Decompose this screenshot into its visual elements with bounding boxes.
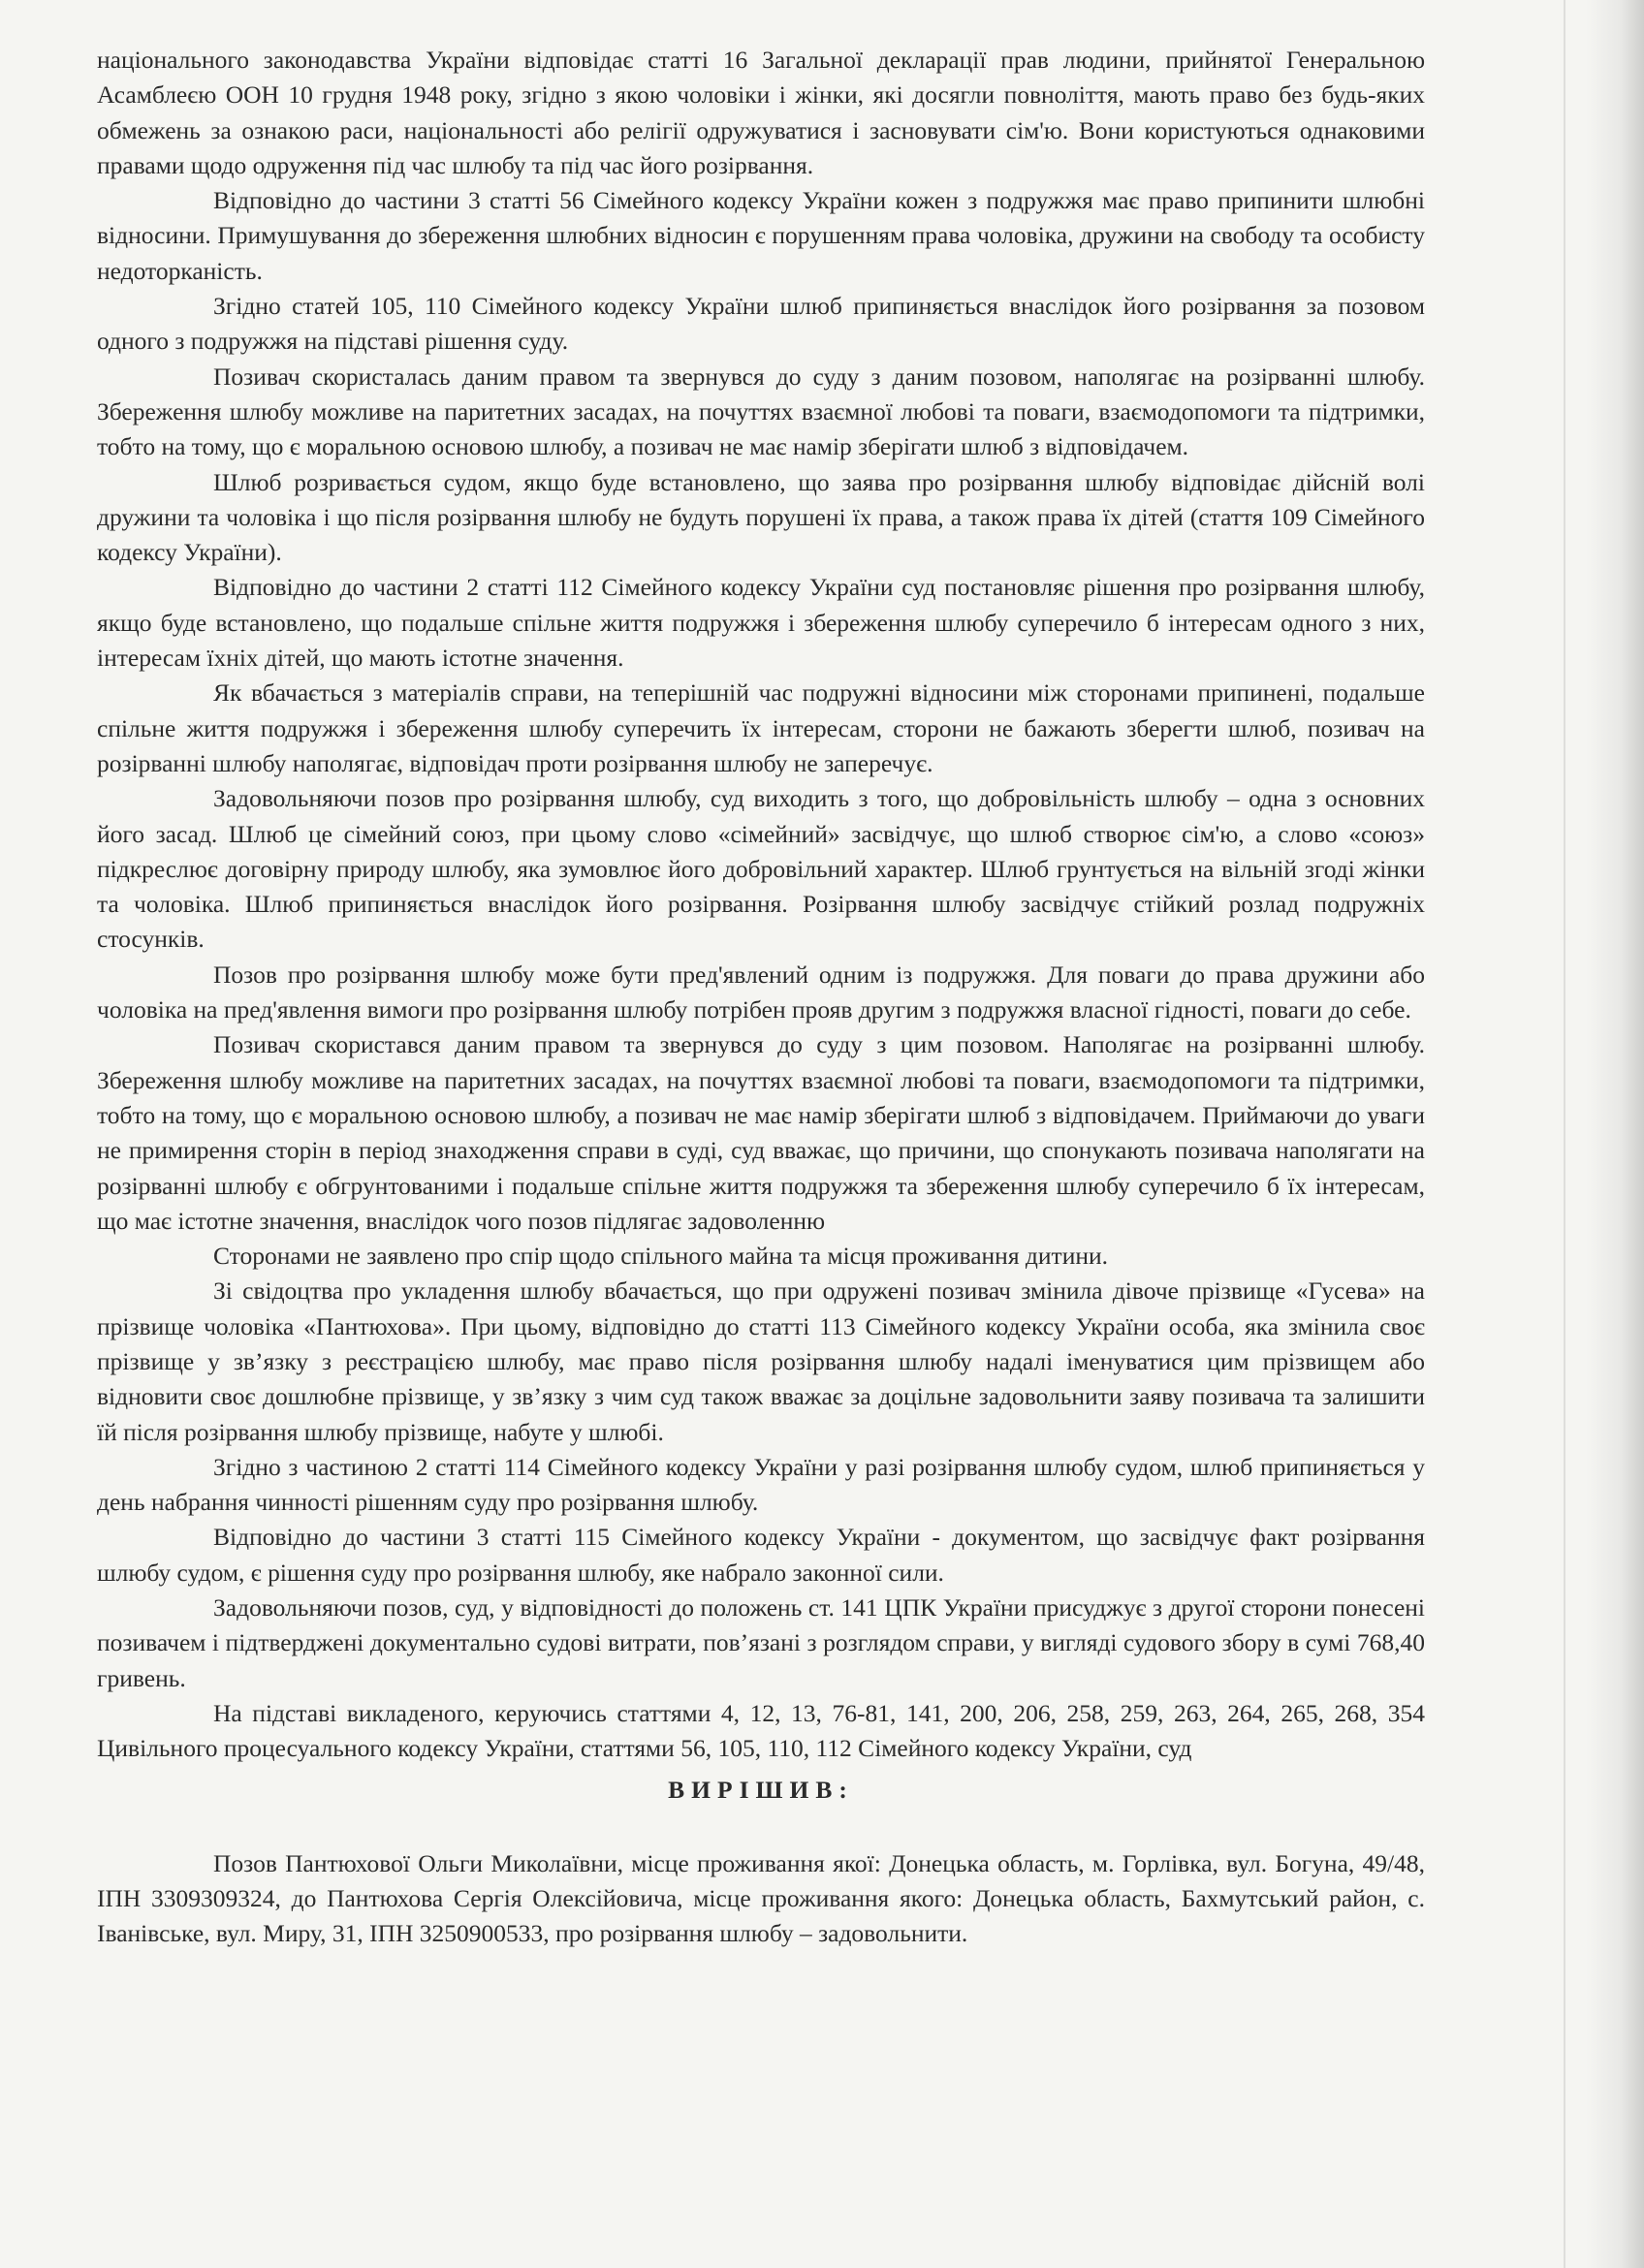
page-edge-shadow	[1586, 0, 1644, 2268]
paragraph: Зі свідоцтва про укладення шлюбу вбачається, що при одружені позивач змінила дівоче прізвище «Гусева» на прізвище чоловіка «Пантюхова». При цьому, відповідно до статті 113 Сімейного кодексу України особа, яка змінила своє прізвище у зв’язку з реєстрацією шлюбу, має право після розірвання шлюбу надалі іменуватися цим прізвищем або відновити своє дошлюбне прізвище, у зв’язку з чим суд також вважає за доцільне задовольнити заяву позивача та залишити їй після розірвання шлюбу прізвище, набуте у шлюбі.	[97, 1276, 1425, 1446]
paragraph: національного законодавства України відповідає статті 16 Загальної декларації прав людини, прийнятої Генеральною Асамблеєю ООН 10 грудня 1948 року, згідно з якою чоловіки і жінки, які досягли повноліття, мають право без будь-яких обмежень за ознакою раси, національності або релігії одружуватися і засновувати сім'ю. Вони користуються однаковими правами щодо одруження під час шлюбу та під час його розірвання.	[97, 46, 1425, 179]
paragraph: Як вбачається з матеріалів справи, на теперішній час подружні відносини між сторонами припинені, подальше спільне життя подружжя і збереження шлюбу суперечить їх інтересам, сторони не бажають зберегти шлюб, позивач на розірванні шлюбу наполягає, відповідач проти розірвання шлюбу не заперечує.	[97, 678, 1425, 777]
paragraph: Відповідно до частини 2 статті 112 Сімейного кодексу України суд постановляє рішення про розірвання шлюбу, якщо буде встановлено, що подальше спільне життя подружжя і збереження шлюбу суперечило б інтересам одного з них, інтересам їхніх дітей, що мають істотне значення.	[97, 573, 1425, 673]
decision-heading: ВИРІШИВ:	[668, 1775, 854, 1804]
paragraph: Сторонами не заявлено про спір щодо спільного майна та місця проживання дитини.	[213, 1242, 1109, 1271]
paragraph: Позивач скористався даним правом та звернувся до суду з цим позовом. Наполягає на розірванні шлюбу. Збереження шлюбу можливе на паритетних засадах, на почуттях взаємної любові та поваги, взаємодопомоги та підтримки, тобто на тому, що є моральною основою шлюбу, а позивач не має намір зберігати шлюб з відповідачем. Приймаючи до уваги не примирення сторін в період знаходження справи в суді, суд вважає, що причини, що спонукають позивача наполягати на розірванні шлюбу є обгрунтованими і подальше спільне життя подружжя та збереження шлюбу суперечило б їх інтересам, що має істотне значення, внаслідок чого позов підлягає задоволенню	[97, 1030, 1425, 1235]
document-body	[97, 43, 1425, 1952]
resolution-paragraph: Позов Пантюхової Ольги Миколаївни, місце проживання якої: Донецька область, м. Горлівка, вул. Богуна, 49/48, ІПН 3309309324, до Пантюхова Сергія Олексійовича, місце проживання якого: Донецька область, Бахмутський район, с. Іванівське, вул. Миру, 31, ІПН 3250900533, про розірвання шлюбу – задовольнити.	[97, 1848, 1425, 1948]
paragraph: Задовольняючи позов про розірвання шлюбу, суд виходить з того, що добровільність шлюбу – одна з основних його засад. Шлюб це сімейний союз, при цьому слово «сімейний» засвідчує, що шлюб створює сім'ю, а слово «союз» підкреслює договірну природу шлюбу, яка зумовлює його добровільний характер. Шлюб грунтується на вільній згоді жінки та чоловіка. Шлюб припиняється внаслідок його розірвання. Розірвання шлюбу засвідчує стійкий розлад подружніх стосунків.	[97, 784, 1425, 954]
paragraph: Відповідно до частини 3 статті 115 Сімейного кодексу України - документом, що засвідчує факт розірвання шлюбу судом, є рішення суду про розірвання шлюбу, яке набрало законної сили.	[97, 1523, 1425, 1587]
paragraph: На підставі викладеного, керуючись статтями 4, 12, 13, 76-81, 141, 200, 206, 258, 259, 263, 264, 265, 268, 354 Цивільного процесуального кодексу України, статтями 56, 105, 110, 112 Сімейного кодексу України, суд	[97, 1698, 1425, 1763]
paragraph: Позов про розірвання шлюбу може бути пред'явлений одним із подружжя. Для поваги до права дружини або чоловіка на пред'явлення вимоги про розірвання шлюбу потрібен прояв другим з подружжя власної гідності, поваги до себе.	[97, 960, 1425, 1024]
paragraph: Відповідно до частини 3 статті 56 Сімейного кодексу України кожен з подружжя має право припинити шлюбні відносини. Примушування до збереження шлюбних відносин є порушенням права чоловіка, дружини на свободу та особисту недоторканість.	[97, 186, 1425, 285]
paragraph: Згідно статей 105, 110 Сімейного кодексу України шлюб припиняється внаслідок його розірвання за позовом одного з подружжя на підставі рішення суду.	[97, 292, 1425, 356]
paragraph: Задовольняючи позов, суд, у відповідності до положень ст. 141 ЦПК України присуджує з другої сторони понесені позивачем і підтверджені документально судові витрати, пов’язані з розглядом справи, у вигляді судового збору в сумі 768,40 гривень.	[97, 1593, 1425, 1692]
paragraph: Згідно з частиною 2 статті 114 Сімейного кодексу України у разі розірвання шлюбу судом, шлюб припиняється у день набрання чинності рішенням суду про розірвання шлюбу.	[97, 1452, 1425, 1517]
paragraph: Позивач скористалась даним правом та звернувся до суду з даним позовом, наполягає на розірванні шлюбу. Збереження шлюбу можливе на паритетних засадах, на почуттях взаємної любові та поваги, взаємодопомоги та підтримки, тобто на тому, що є моральною основою шлюбу, а позивач не має намір зберігати шлюб з відповідачем.	[97, 362, 1425, 461]
page-crease	[1564, 0, 1565, 2268]
paragraph: Шлюб розривається судом, якщо буде встановлено, що заява про розірвання шлюбу відповідає дійсній волі дружини та чоловіка і що після розірвання шлюбу не будуть порушені їх права, а також права їх дітей (стаття 109 Сімейного кодексу України).	[97, 467, 1425, 567]
